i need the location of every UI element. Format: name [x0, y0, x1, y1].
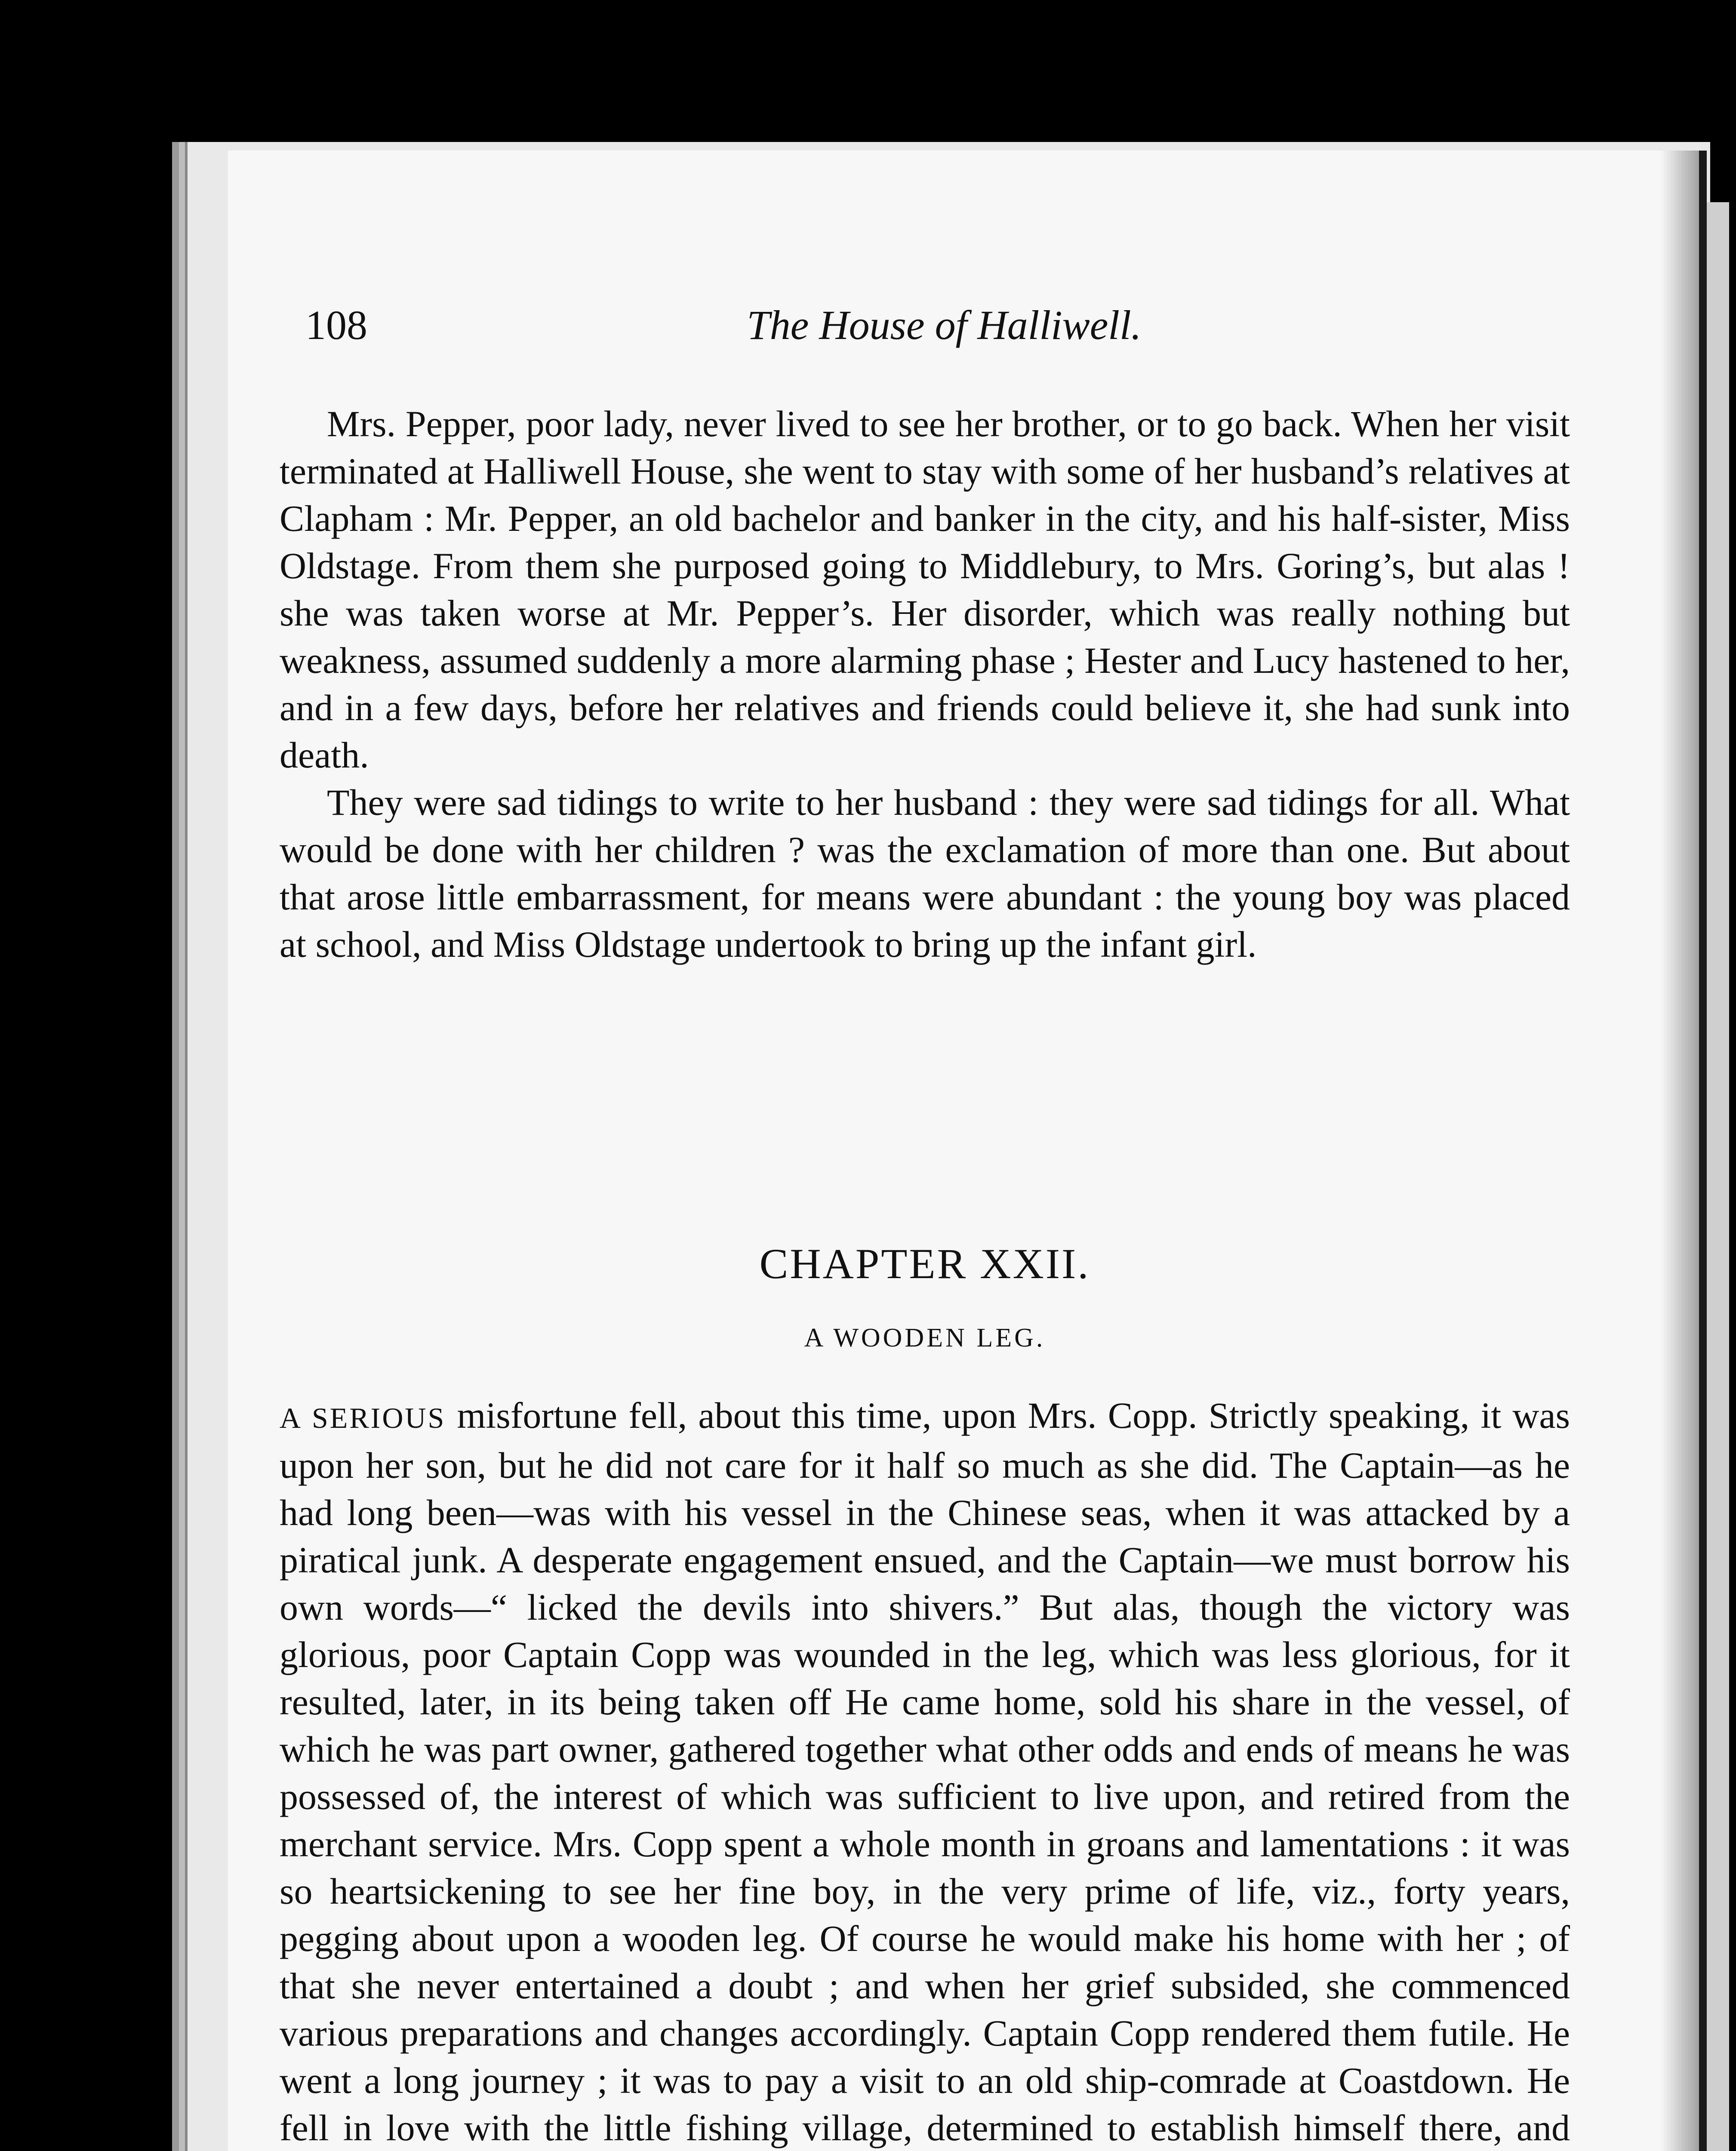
chapter-text — [280, 1392, 1570, 2151]
paragraph: They were sad tidings to write to her husband : they were sad tidings for all. What would be done with her children ? was the exclamation of more than one. But about that arose little embarrassment, for means were abundant : the young boy was placed at school, and Miss Oldstage undertook to bring up the infant girl. — [280, 782, 1570, 965]
running-header — [305, 301, 1583, 361]
page-number: 108 — [305, 302, 367, 348]
chapter-subtitle: A WOODEN LEG. — [804, 1323, 1046, 1353]
page-gutter-shadow — [1660, 151, 1699, 2151]
paragraph-body: misfortune fell, about this time, upon Mrs. Copp. Strictly speaking, it was upon her son, but he did not care for it half so much as she did. The Captain—as he had long been—was with his vessel in the Chinese seas, when it was attacked by a piratical junk. A desperate engagement ensued, and the Captain—we must borrow his own words—“ licked the devils into shivers.” But alas, though the victory was glorious, poor Captain Copp was wounded in the leg, which was less glorious, for it resulted, later, in its being taken off He came home, sold his share in the vessel, of which he was part owner, gathered together what other odds and ends of means he was possessed of, the interest of which was sufficient to live upon, and retired from the merchant service. Mrs. Copp spent a whole month in groans and lamentations : it was so heartsickening to see her fine boy, in the very prime of life, viz., forty years, pegging about upon a wooden leg. Of course he would make his home with her ; of that she never entertained a doubt ; and when her grief subsided, she commenced various preparations and changes accordingly. Captain Copp rendered them futile. He went a long journey ; it was to pay a visit to an old ship-comrade at Coastdown. He fell in love with the little fishing village, determined to establish himself there, and — [280, 1395, 1570, 2148]
chapter-title: CHAPTER XXII. — [759, 1240, 1090, 1288]
paragraph — [280, 1392, 1570, 2151]
opening-words: A SERIOUS — [280, 1402, 446, 1434]
running-title: The House of Halliwell. — [747, 302, 1142, 348]
paragraph: Mrs. Pepper, poor lady, never lived to see her brother, or to go back. When her visit terminated at Halliwell House, she went to stay with some of her husband’s relatives at Clapham : Mr. Pepper, an old bachelor and banker in the city, and his half-sister, Miss Oldstage. From them she purposed going to Middlebury, to Mrs. Goring’s, but alas ! she was taken worse at Mr. Pepper’s. Her disorder, which was really nothing but weakness, assumed suddenly a more alarming phase ; Hester and Lucy hastened to her, and in a few days, before her relatives and friends could believe it, she had sunk into death. — [280, 403, 1570, 776]
section-one-text — [280, 400, 1570, 968]
